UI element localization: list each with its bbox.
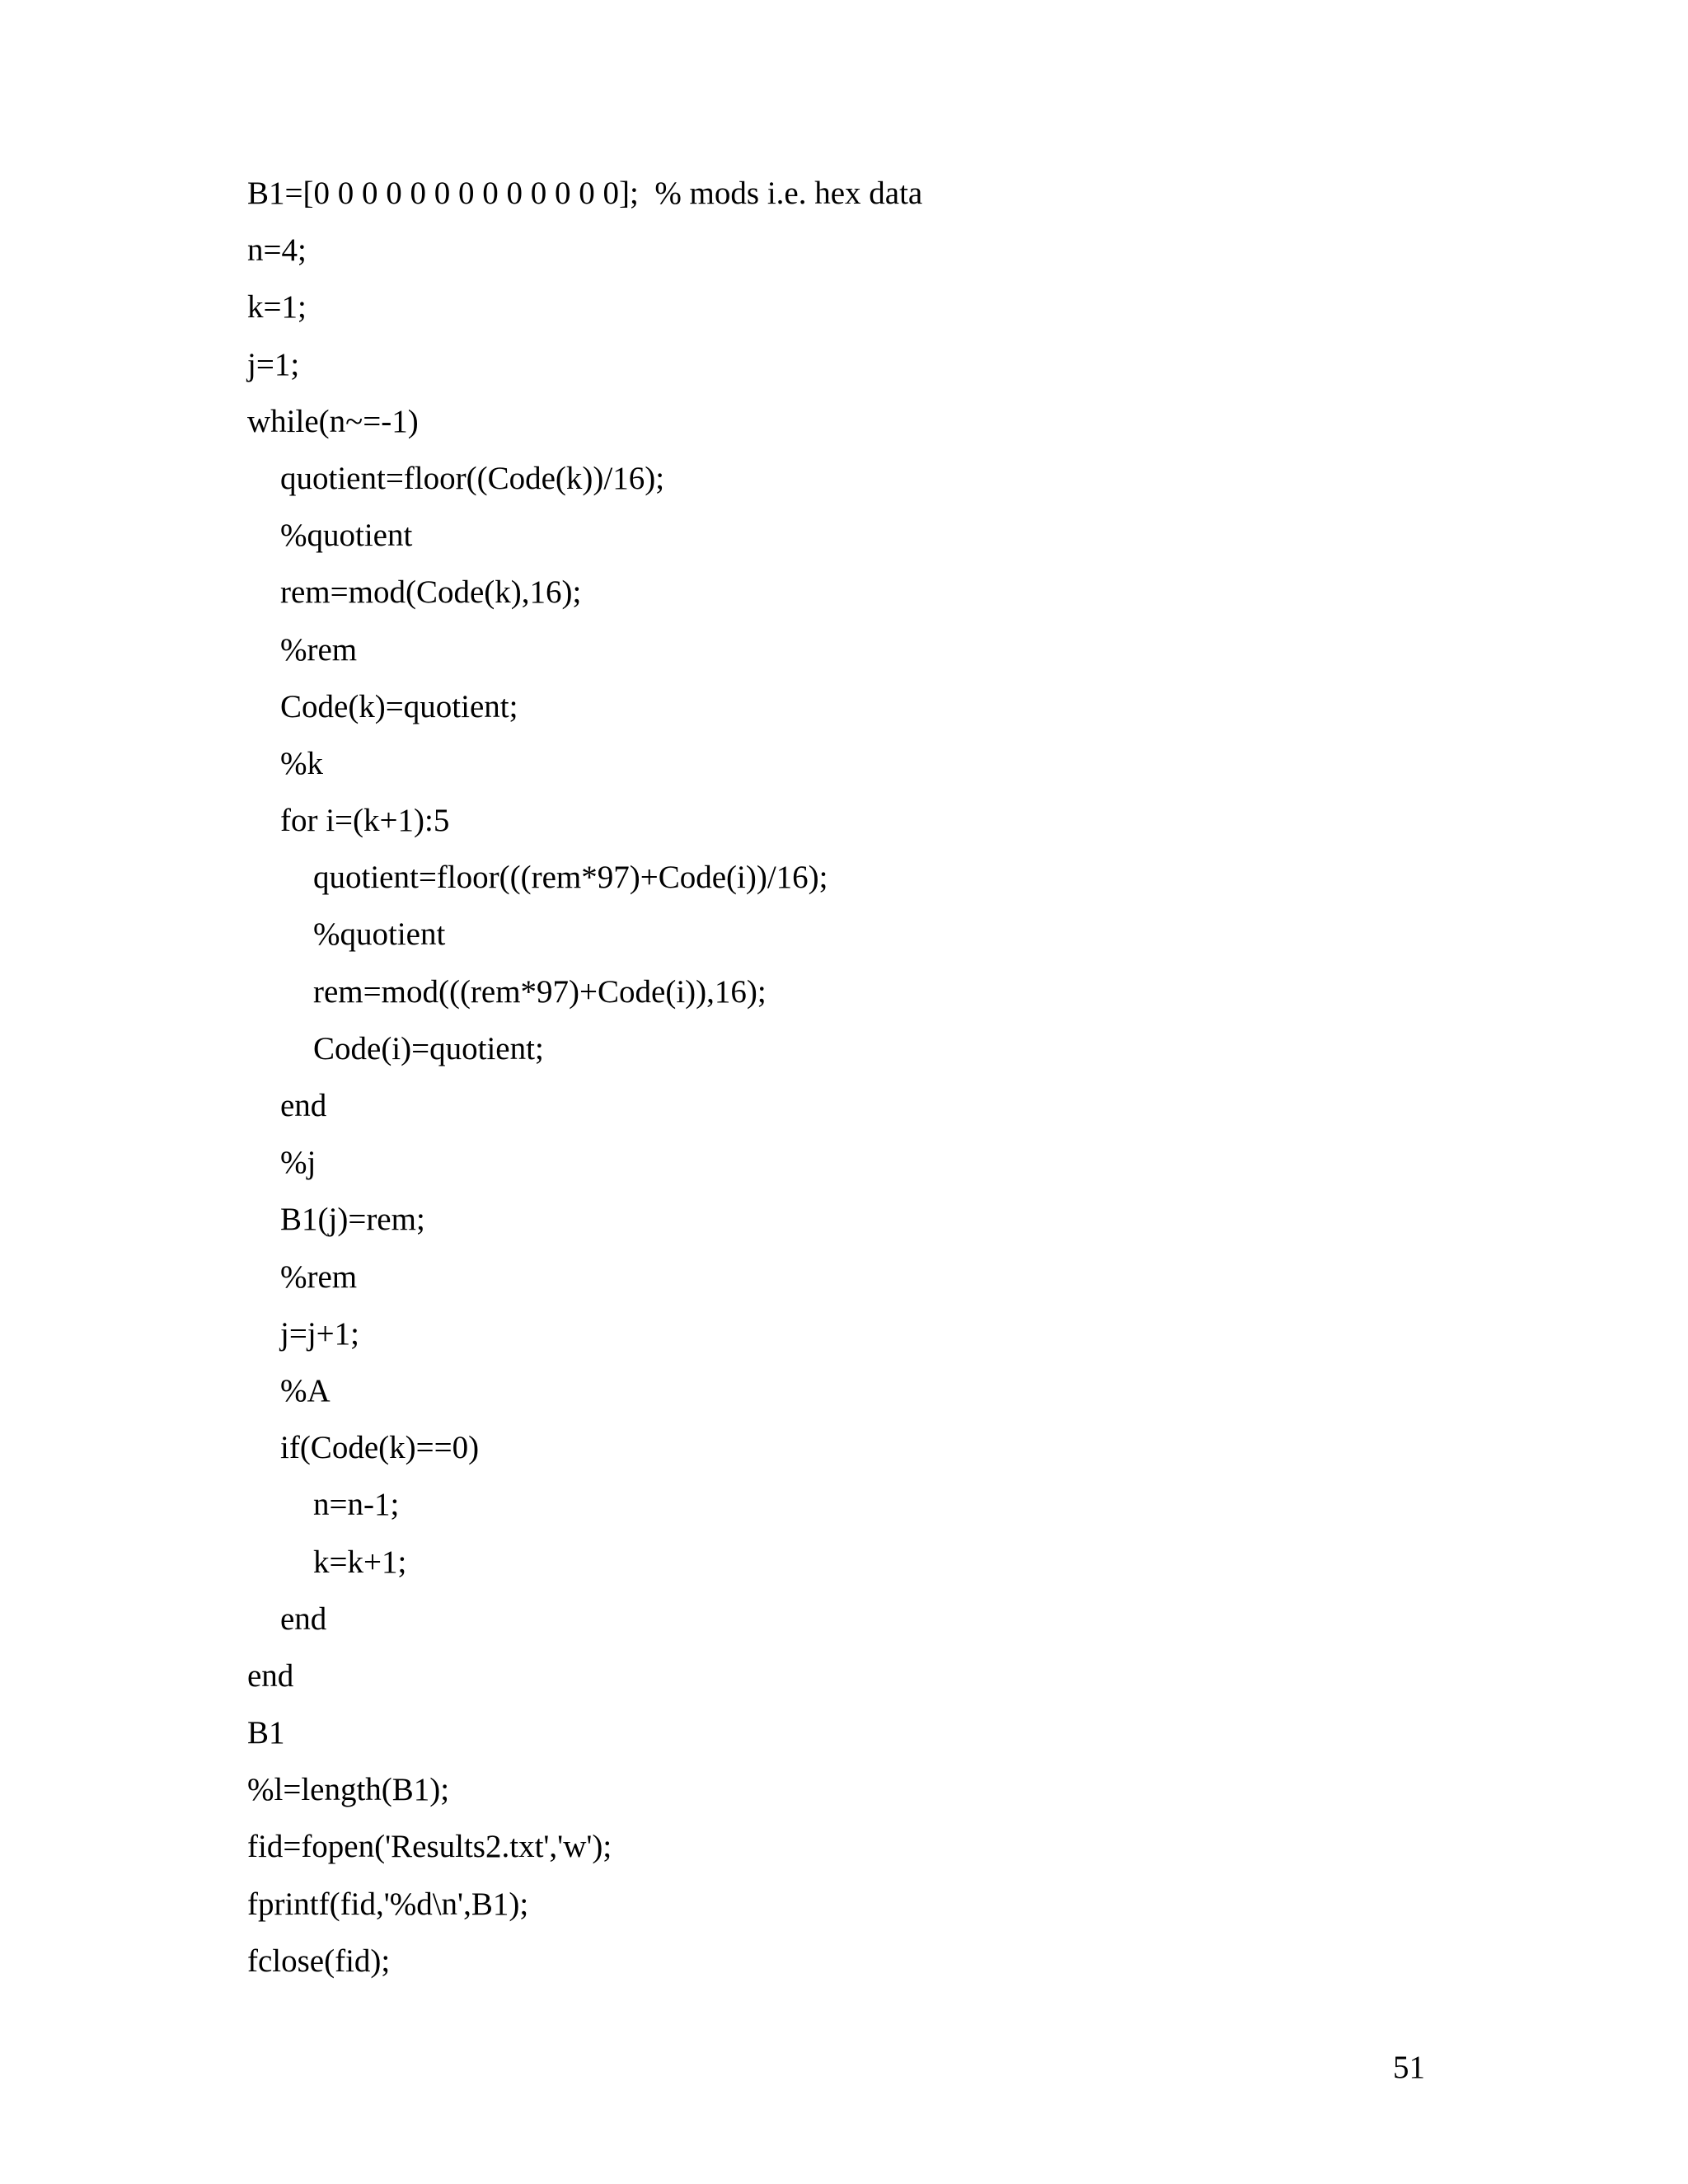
code-line: %quotient xyxy=(280,518,413,554)
code-line: end xyxy=(247,1657,294,1694)
code-line: B1=[0 0 0 0 0 0 0 0 0 0 0 0 0]; % mods i.e. hex data xyxy=(247,176,923,211)
code-line: quotient=floor((Code(k))/16); xyxy=(280,460,665,496)
code-line: Code(i)=quotient; xyxy=(313,1030,544,1066)
code-line: %A xyxy=(280,1372,331,1408)
code-line: %l=length(B1); xyxy=(247,1772,450,1808)
code-line: fclose(fid); xyxy=(247,1943,391,1979)
code-line: Code(k)=quotient; xyxy=(280,688,518,724)
code-line: %j xyxy=(280,1145,316,1181)
code-line: quotient=floor(((rem*97)+Code(i))/16); xyxy=(313,860,828,896)
code-line: n=4; xyxy=(247,232,307,269)
code-line: end xyxy=(280,1601,327,1637)
code-line: j=1; xyxy=(247,346,300,382)
code-line: %k xyxy=(280,745,323,781)
page-number: 51 xyxy=(1393,2050,1425,2085)
code-line: j=j+1; xyxy=(280,1315,359,1352)
code-line: fprintf(fid,'%d\n',B1); xyxy=(247,1886,529,1922)
code-line: %rem xyxy=(280,1258,358,1295)
code-line: fid=fopen('Results2.txt','w'); xyxy=(247,1829,612,1865)
code-line: n=n-1; xyxy=(313,1487,400,1523)
code-line: k=1; xyxy=(247,289,307,326)
code-line: %rem xyxy=(280,631,358,668)
code-line: rem=mod(Code(k),16); xyxy=(280,574,582,611)
code-listing xyxy=(247,170,1484,1994)
code-line: end xyxy=(280,1088,327,1123)
code-line: %quotient xyxy=(313,916,446,953)
code-line: rem=mod(((rem*97)+Code(i)),16); xyxy=(313,973,767,1010)
code-line: if(Code(k)==0) xyxy=(280,1430,480,1466)
code-line: k=k+1; xyxy=(313,1544,407,1580)
code-line: while(n~=-1) xyxy=(247,403,419,439)
code-line: B1 xyxy=(247,1715,285,1751)
code-line: B1(j)=rem; xyxy=(280,1202,425,1238)
code-line: for i=(k+1):5 xyxy=(280,803,450,839)
